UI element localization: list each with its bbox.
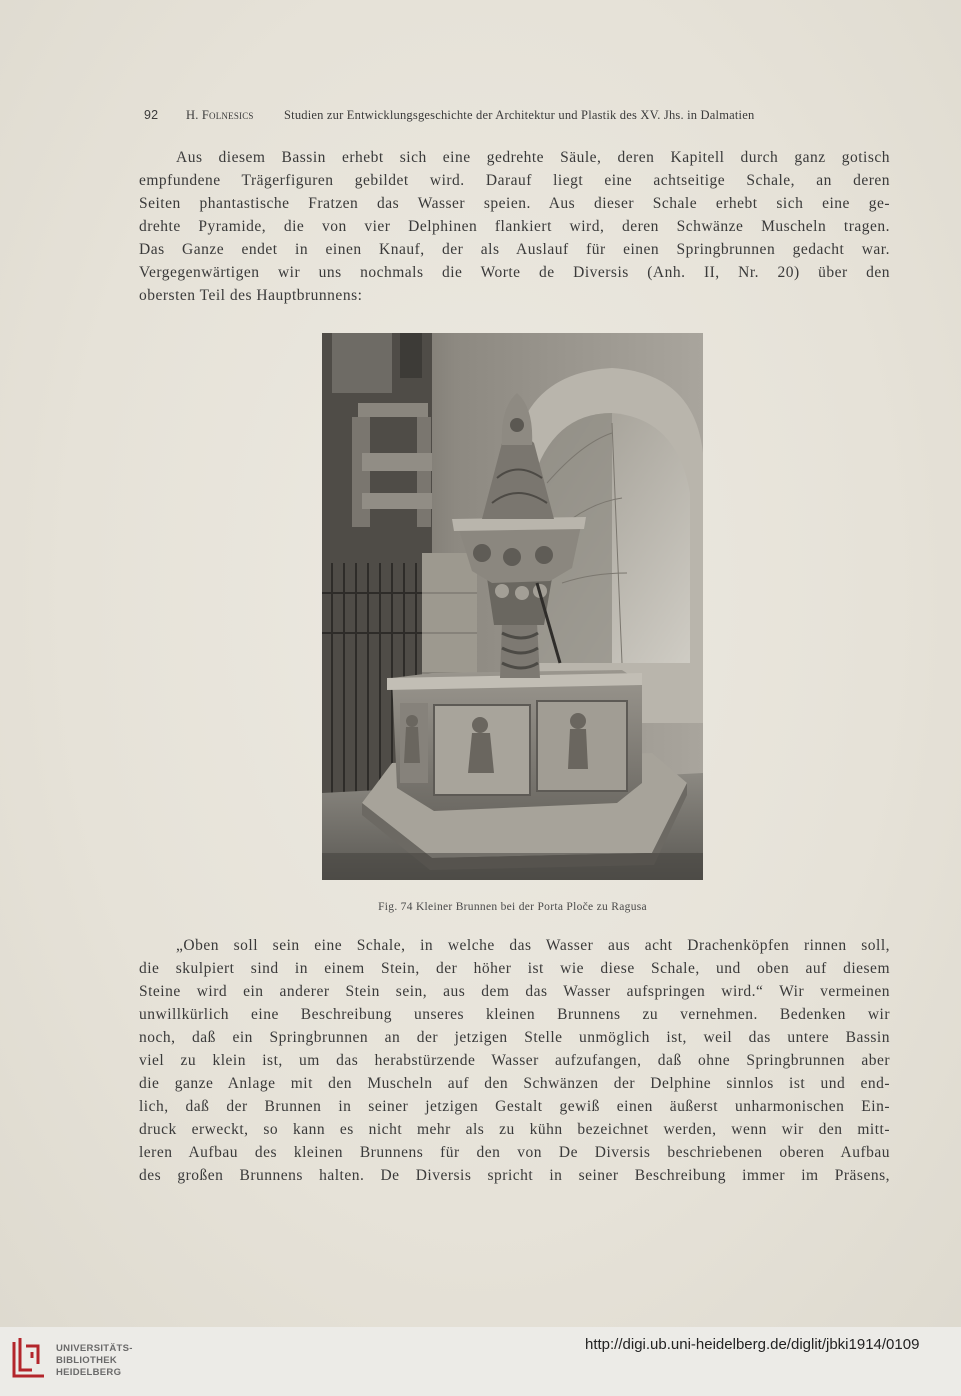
text-line: druck erweckt, so kann es nicht mehr als zu kühn bezeichnet werden, wenn wir den mitt- xyxy=(139,1121,890,1138)
text-line: lich, daß der Brunnen in seiner jetzigen Gestalt gewiß einen äußerst unharmonischen Ein- xyxy=(139,1098,890,1115)
permalink-url[interactable]: http://digi.ub.uni-heidelberg.de/diglit/jbki1914/0109 xyxy=(585,1336,920,1353)
library-name-line: HEIDELBERG xyxy=(56,1367,122,1378)
text-line: viel zu klein ist, um das herabstürzende Wasser aufzufangen, daß ohne Springbrunnen aber xyxy=(139,1052,890,1069)
header-title: Studien zur Entwicklungsgeschichte der Architektur und Plastik des XV. Jhs. in Dalmatien xyxy=(284,108,755,122)
text-line: leren Aufbau des kleinen Brunnens für den von De Diversis beschriebenen oberen Aufbau xyxy=(139,1144,890,1161)
library-name xyxy=(56,1343,133,1379)
running-header xyxy=(144,108,854,132)
text-line: empfundene Trägerfiguren gebildet wird. Darauf liegt eine achtseitige Schale, an deren xyxy=(139,172,890,189)
fountain-photograph xyxy=(322,333,703,880)
text-line: die ganze Anlage mit den Muscheln auf den Schwänzen der Delphine sinnlos ist und end- xyxy=(139,1075,890,1092)
text-line: des großen Brunnens halten. De Diversis spricht in seiner Beschreibung immer im Präsens, xyxy=(139,1167,890,1184)
text-line: Das Ganze endet in einen Knauf, der als Auslauf für einen Springbrunnen gedacht war. xyxy=(139,241,890,258)
text-line: „Oben soll sein eine Schale, in welche das Wasser aus acht Drachenköpfen rinnen soll, xyxy=(176,937,890,954)
text-line: die skulpiert sind in einem Stein, der höher ist wie diese Schale, und oben auf diesem xyxy=(139,960,890,977)
text-line: Vergegenwärtigen wir uns nochmals die Worte de Diversis (Anh. II, Nr. 20) über den xyxy=(139,264,890,281)
text-line: unwillkürlich eine Beschreibung unseres kleinen Brunnens zu vernehmen. Bedenken wir xyxy=(139,1006,890,1023)
fountain-illustration xyxy=(322,333,703,880)
text-line: noch, daß ein Springbrunnen an der jetzigen Stelle unmöglich ist, weil das untere Bassin xyxy=(139,1029,890,1046)
university-library-logo-icon[interactable] xyxy=(10,1336,48,1382)
figure-caption: Fig. 74 Kleiner Brunnen bei der Porta Ploče zu Ragusa xyxy=(378,901,647,913)
text-line: Aus diesem Bassin erhebt sich eine gedrehte Säule, deren Kapitell durch ganz gotisch xyxy=(176,149,890,166)
text-line: obersten Teil des Hauptbrunnens: xyxy=(139,287,363,304)
page-number: 92 xyxy=(144,108,159,122)
text-line: Steine wird ein anderer Stein sein, aus dem das Wasser aufspringen wird.“ Wir vermeinen xyxy=(139,983,890,1000)
library-name-line: BIBLIOTHEK xyxy=(56,1355,118,1366)
header-author: H. Folnesics xyxy=(186,108,254,122)
library-name-line: UNIVERSITÄTS- xyxy=(56,1343,133,1354)
text-line: Seiten phantastische Fratzen das Wasser speien. Aus dieser Schale erhebt sich eine ge- xyxy=(139,195,890,212)
text-line: drehte Pyramide, die von vier Delphinen flankiert wird, deren Schwänze Muscheln tragen. xyxy=(139,218,890,235)
